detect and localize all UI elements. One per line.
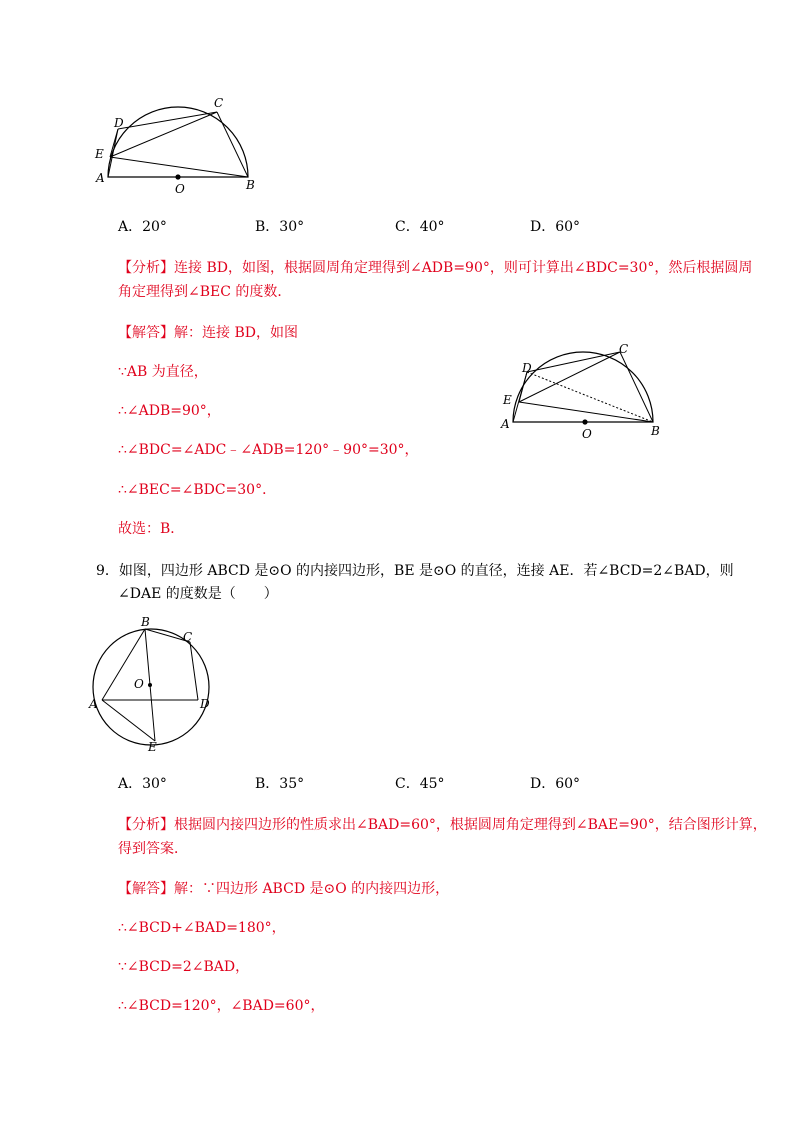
- q9-question-line-2: ∠DAE 的度数是（ ）: [118, 586, 278, 602]
- q8-analysis-line-2: 角定理得到∠BEC 的度数．: [118, 284, 292, 300]
- q9-solution-line-1: 【解答】解：∵四边形 ABCD 是⊙O 的内接四边形，: [118, 881, 450, 897]
- q8-solution-line-5: ∴∠BEC=∠BDC=30°．: [118, 482, 277, 498]
- circle-quadrilateral-figure: [85, 615, 235, 755]
- q9-solution-line-3: ∵∠BCD=2∠BAD，: [118, 959, 250, 975]
- label-D: D: [114, 116, 124, 130]
- q9-solution-line-4: ∴∠BCD=120°，∠BAD=60°，: [118, 998, 325, 1014]
- q8-solution-line-1: 【解答】解：连接 BD，如图: [118, 325, 298, 341]
- label-O: O: [175, 182, 185, 196]
- q9-analysis-line-2: 得到答案．: [118, 841, 188, 857]
- label-E: E: [95, 147, 104, 161]
- label-C: C: [214, 96, 224, 110]
- q9-solution-line-2: ∴∠BCD+∠BAD=180°，: [118, 920, 286, 936]
- label-O: O: [134, 677, 144, 691]
- semicircle-figure-2: [495, 338, 675, 448]
- label-A: A: [501, 417, 510, 431]
- label-E: E: [503, 393, 512, 407]
- label-O: O: [582, 427, 592, 441]
- q8-option-b: B．30°: [255, 219, 305, 235]
- label-A: A: [96, 171, 105, 185]
- q9-option-a: A．30°: [118, 776, 167, 792]
- q8-analysis-line-1: 【分析】连接 BD，如图，根据圆周角定理得到∠ADB=90°，则可计算出∠BDC=30°，然后根据圆周: [118, 260, 753, 276]
- q9-option-d: D．60°: [530, 776, 581, 792]
- q9-option-b: B．35°: [255, 776, 305, 792]
- label-A: A: [89, 697, 98, 711]
- q8-solution-line-4: ∴∠BDC=∠ADC﹣∠ADB=120°﹣90°=30°，: [118, 442, 419, 458]
- q8-option-a: A．20°: [118, 219, 167, 235]
- label-D: D: [522, 361, 532, 375]
- q8-option-c: C．40°: [395, 219, 445, 235]
- q8-solution-line-3: ∴∠ADB=90°，: [118, 403, 221, 419]
- q9-analysis-line-1: 【分析】根据圆内接四边形的性质求出∠BAD=60°，根据圆周角定理得到∠BAE=90°，结合图形计算，: [118, 817, 767, 833]
- q9-question-line-1: 9．如图，四边形 ABCD 是⊙O 的内接四边形，BE 是⊙O 的直径，连接 AE．若∠BCD=2∠BAD，则: [96, 563, 734, 579]
- label-D: D: [200, 697, 210, 711]
- q9-option-c: C．45°: [395, 776, 445, 792]
- label-E: E: [148, 740, 157, 754]
- q8-solution-line-6: 故选：B．: [118, 521, 185, 537]
- label-C: C: [183, 630, 193, 644]
- q8-option-d: D．60°: [530, 219, 581, 235]
- label-B: B: [141, 615, 150, 629]
- label-C: C: [619, 342, 629, 356]
- semicircle-figure-1: [90, 95, 270, 205]
- q8-solution-line-2: ∵AB 为直径，: [118, 364, 208, 380]
- label-B: B: [246, 178, 255, 192]
- label-B: B: [651, 424, 660, 438]
